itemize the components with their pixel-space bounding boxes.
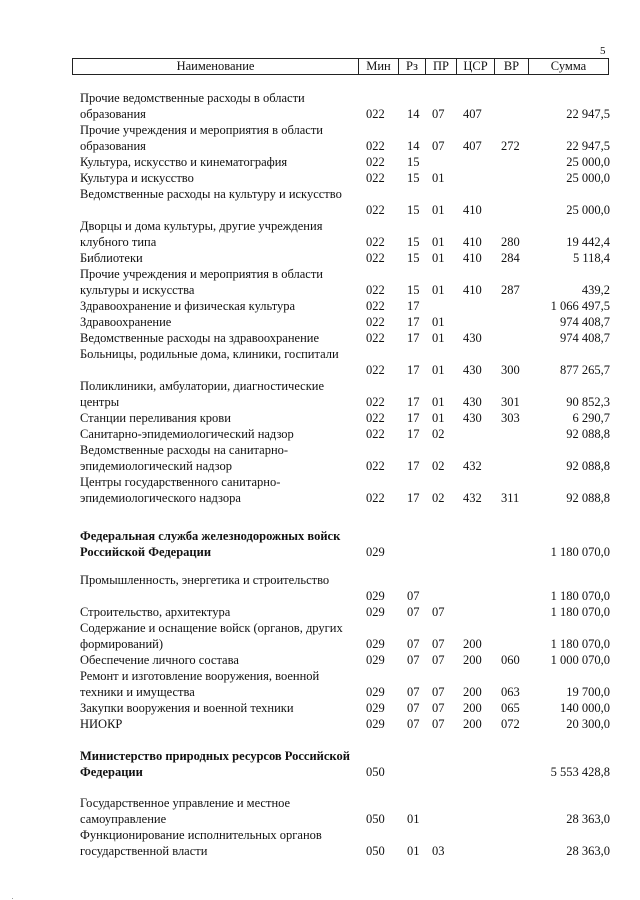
- row-pr: 07: [432, 653, 445, 667]
- row-csr: 410: [463, 203, 482, 217]
- row-pr: 07: [432, 605, 445, 619]
- row-rz: 17: [407, 331, 420, 345]
- row-min: 022: [366, 155, 385, 169]
- row-rz: 17: [407, 299, 420, 313]
- row-sum: 22 947,5: [566, 139, 610, 153]
- table-row: [80, 346, 610, 378]
- row-sum: 5 118,4: [572, 251, 610, 265]
- header-csr: ЦСР: [457, 59, 495, 74]
- row-min: 022: [366, 299, 385, 313]
- row-name: Ведомственные расходы на культуру и искусство: [80, 187, 342, 201]
- row-sum: 92 088,8: [566, 459, 610, 473]
- row-min: 022: [366, 459, 385, 473]
- row-rz: 17: [407, 363, 420, 377]
- row-min: 022: [366, 395, 385, 409]
- row-vr: 060: [501, 653, 520, 667]
- table-row: [80, 528, 610, 560]
- row-pr: 01: [432, 395, 445, 409]
- row-name: Содержание и оснащение войск (органов, других формирований): [80, 621, 343, 651]
- table-row: [80, 474, 610, 506]
- table-row: [80, 90, 610, 122]
- row-sum: 1 180 070,0: [550, 589, 610, 603]
- row-min: 029: [366, 701, 385, 715]
- row-name: Санитарно-эпидемиологический надзор: [80, 427, 294, 441]
- row-name: Строительство, архитектура: [80, 605, 231, 619]
- row-min: 022: [366, 411, 385, 425]
- row-min: 029: [366, 717, 385, 731]
- row-vr: 311: [501, 491, 520, 505]
- row-name: Прочие ведомственные расходы в области образования: [80, 91, 305, 121]
- row-sum: 28 363,0: [566, 812, 610, 826]
- table-row: [80, 426, 610, 442]
- row-min: 029: [366, 545, 385, 559]
- row-name: Прочие учреждения и мероприятия в области образования: [80, 123, 323, 153]
- row-csr: 407: [463, 107, 482, 121]
- row-sum: 974 408,7: [560, 315, 610, 329]
- row-csr: 200: [463, 685, 482, 699]
- table-row: [80, 652, 610, 668]
- row-vr: 065: [501, 701, 520, 715]
- row-name: Больницы, родильные дома, клиники, госпитали: [80, 347, 339, 361]
- row-sum: 1 180 070,0: [550, 637, 610, 651]
- header-pr: ПР: [426, 59, 457, 74]
- row-sum: 90 852,3: [566, 395, 610, 409]
- row-pr: 01: [432, 315, 445, 329]
- row-rz: 17: [407, 411, 420, 425]
- row-min: 029: [366, 637, 385, 651]
- row-name: Культура и искусство: [80, 171, 194, 185]
- row-csr: 432: [463, 491, 482, 505]
- row-vr: 287: [501, 283, 520, 297]
- row-rz: 07: [407, 653, 420, 667]
- row-csr: 410: [463, 251, 482, 265]
- row-sum: 92 088,8: [566, 491, 610, 505]
- row-name: Прочие учреждения и мероприятия в области культуры и искусства: [80, 267, 323, 297]
- table-row: [80, 122, 610, 154]
- table-row: [80, 700, 610, 716]
- row-sum: 877 265,7: [560, 363, 610, 377]
- row-min: 022: [366, 235, 385, 249]
- row-sum: 140 000,0: [560, 701, 610, 715]
- row-name: Функционирование исполнительных органов государственной власти: [80, 828, 322, 858]
- row-rz: 14: [407, 107, 420, 121]
- table-row: [80, 170, 610, 186]
- row-vr: 303: [501, 411, 520, 425]
- header-vr: ВР: [495, 59, 529, 74]
- row-name: Федеральная служба железнодорожных войск Российской Федерации: [80, 529, 341, 559]
- row-min: 022: [366, 283, 385, 297]
- row-pr: 07: [432, 685, 445, 699]
- table-row: [80, 250, 610, 266]
- row-rz: 07: [407, 605, 420, 619]
- row-sum: 22 947,5: [566, 107, 610, 121]
- row-rz: 17: [407, 427, 420, 441]
- row-min: 029: [366, 685, 385, 699]
- row-csr: 410: [463, 235, 482, 249]
- row-pr: 01: [432, 411, 445, 425]
- row-sum: 1 180 070,0: [550, 545, 610, 559]
- scan-speck: [12, 898, 13, 899]
- row-min: 022: [366, 139, 385, 153]
- row-rz: 01: [407, 844, 420, 858]
- table-row: [80, 748, 610, 780]
- row-csr: 200: [463, 717, 482, 731]
- row-name: Промышленность, энергетика и строительство: [80, 573, 330, 587]
- row-rz: 15: [407, 155, 420, 169]
- table-row: [80, 827, 610, 859]
- table-row: [80, 330, 610, 346]
- row-min: 050: [366, 844, 385, 858]
- table-row: [80, 154, 610, 170]
- row-pr: 03: [432, 844, 445, 858]
- header-name: Наименование: [73, 59, 359, 74]
- row-pr: 07: [432, 717, 445, 731]
- row-min: 022: [366, 315, 385, 329]
- row-rz: 17: [407, 395, 420, 409]
- row-name: Министерство природных ресурсов Российской Федерации: [80, 749, 350, 779]
- row-name: Ремонт и изготовление вооружения, военной техники и имущества: [80, 669, 320, 699]
- row-name: Обеспечение личного состава: [80, 653, 239, 667]
- row-name: Здравоохранение и физическая культура: [80, 299, 296, 313]
- row-csr: 407: [463, 139, 482, 153]
- row-csr: 430: [463, 411, 482, 425]
- table-row: [80, 604, 610, 620]
- table-row: [80, 266, 610, 298]
- row-sum: 28 363,0: [566, 844, 610, 858]
- row-rz: 07: [407, 701, 420, 715]
- row-min: 022: [366, 491, 385, 505]
- row-sum: 92 088,8: [566, 427, 610, 441]
- row-sum: 25 000,0: [566, 155, 610, 169]
- row-vr: 280: [501, 235, 520, 249]
- row-csr: 432: [463, 459, 482, 473]
- table-row: [80, 186, 610, 218]
- table-row: [80, 378, 610, 410]
- row-sum: 25 000,0: [566, 171, 610, 185]
- row-min: 022: [366, 251, 385, 265]
- row-min: 022: [366, 107, 385, 121]
- row-pr: 01: [432, 251, 445, 265]
- row-pr: 01: [432, 235, 445, 249]
- row-rz: 07: [407, 685, 420, 699]
- row-rz: 14: [407, 139, 420, 153]
- row-sum: 974 408,7: [560, 331, 610, 345]
- row-min: 022: [366, 203, 385, 217]
- row-csr: 430: [463, 331, 482, 345]
- row-csr: 410: [463, 283, 482, 297]
- row-sum: 6 290,7: [572, 411, 610, 425]
- row-name: Станции переливания крови: [80, 411, 231, 425]
- row-csr: 430: [463, 395, 482, 409]
- row-sum: 20 300,0: [566, 717, 610, 731]
- row-name: Ведомственные расходы на санитарно-эпидемиологический надзор: [80, 443, 289, 473]
- row-vr: 272: [501, 139, 520, 153]
- row-rz: 17: [407, 459, 420, 473]
- row-rz: 01: [407, 812, 420, 826]
- row-name: Библиотеки: [80, 251, 143, 265]
- row-pr: 07: [432, 637, 445, 651]
- table-row: [80, 620, 610, 652]
- table-row: [80, 442, 610, 474]
- row-rz: 07: [407, 717, 420, 731]
- row-min: 022: [366, 171, 385, 185]
- row-pr: 01: [432, 203, 445, 217]
- row-name: НИОКР: [80, 717, 123, 731]
- row-vr: 072: [501, 717, 520, 731]
- row-name: Государственное управление и местное самоуправление: [80, 796, 291, 826]
- row-name: Дворцы и дома культуры, другие учреждения клубного типа: [80, 219, 323, 249]
- header-sum: Сумма: [550, 59, 587, 73]
- row-rz: 15: [407, 203, 420, 217]
- row-name: Культура, искусство и кинематография: [80, 155, 288, 169]
- row-min: 050: [366, 812, 385, 826]
- table-row: [80, 314, 610, 330]
- row-name: Здравоохранение: [80, 315, 172, 329]
- table-row: [80, 795, 610, 827]
- row-name: Закупки вооружения и военной техники: [80, 701, 294, 715]
- row-vr: 284: [501, 251, 520, 265]
- row-pr: 01: [432, 171, 445, 185]
- row-sum: 439,2: [581, 283, 610, 297]
- row-pr: 02: [432, 491, 445, 505]
- row-sum: 25 000,0: [566, 203, 610, 217]
- row-vr: 063: [501, 685, 520, 699]
- table-row: [80, 716, 610, 732]
- row-vr: 301: [501, 395, 520, 409]
- row-pr: 02: [432, 459, 445, 473]
- row-min: 029: [366, 605, 385, 619]
- row-pr: 07: [432, 107, 445, 121]
- row-csr: 200: [463, 653, 482, 667]
- row-rz: 15: [407, 283, 420, 297]
- row-rz: 15: [407, 235, 420, 249]
- row-sum: 1 066 497,5: [550, 299, 610, 313]
- row-min: 022: [366, 331, 385, 345]
- row-pr: 01: [432, 283, 445, 297]
- row-rz: 17: [407, 315, 420, 329]
- header-min: Мин: [359, 59, 399, 74]
- row-min: 022: [366, 427, 385, 441]
- row-min: 022: [366, 363, 385, 377]
- row-rz: 15: [407, 171, 420, 185]
- row-sum: 1 000 070,0: [550, 653, 610, 667]
- row-rz: 07: [407, 637, 420, 651]
- row-name: Ведомственные расходы на здравоохранение: [80, 331, 320, 345]
- row-pr: 01: [432, 331, 445, 345]
- row-rz: 07: [407, 589, 420, 603]
- table-header: [72, 58, 609, 75]
- row-csr: 200: [463, 637, 482, 651]
- table-row: [80, 218, 610, 250]
- row-sum: 19 442,4: [566, 235, 610, 249]
- row-sum: 5 553 428,8: [550, 765, 610, 779]
- row-pr: 01: [432, 363, 445, 377]
- row-pr: 02: [432, 427, 445, 441]
- table-row: [80, 410, 610, 426]
- table-row: [80, 668, 610, 700]
- row-csr: 430: [463, 363, 482, 377]
- row-pr: 07: [432, 701, 445, 715]
- header-rz: Рз: [399, 59, 426, 74]
- row-name: Поликлиники, амбулатории, диагностические центры: [80, 379, 325, 409]
- row-sum: 1 180 070,0: [550, 605, 610, 619]
- row-vr: 300: [501, 363, 520, 377]
- row-pr: 07: [432, 139, 445, 153]
- page-number: 5: [600, 45, 606, 57]
- row-rz: 15: [407, 251, 420, 265]
- row-rz: 17: [407, 491, 420, 505]
- row-csr: 200: [463, 701, 482, 715]
- row-min: 050: [366, 765, 385, 779]
- table-row: [80, 572, 610, 604]
- row-min: 029: [366, 653, 385, 667]
- row-min: 029: [366, 589, 385, 603]
- table-row: [80, 298, 610, 314]
- row-sum: 19 700,0: [566, 685, 610, 699]
- row-name: Центры государственного санитарно-эпидемиологического надзора: [80, 475, 281, 505]
